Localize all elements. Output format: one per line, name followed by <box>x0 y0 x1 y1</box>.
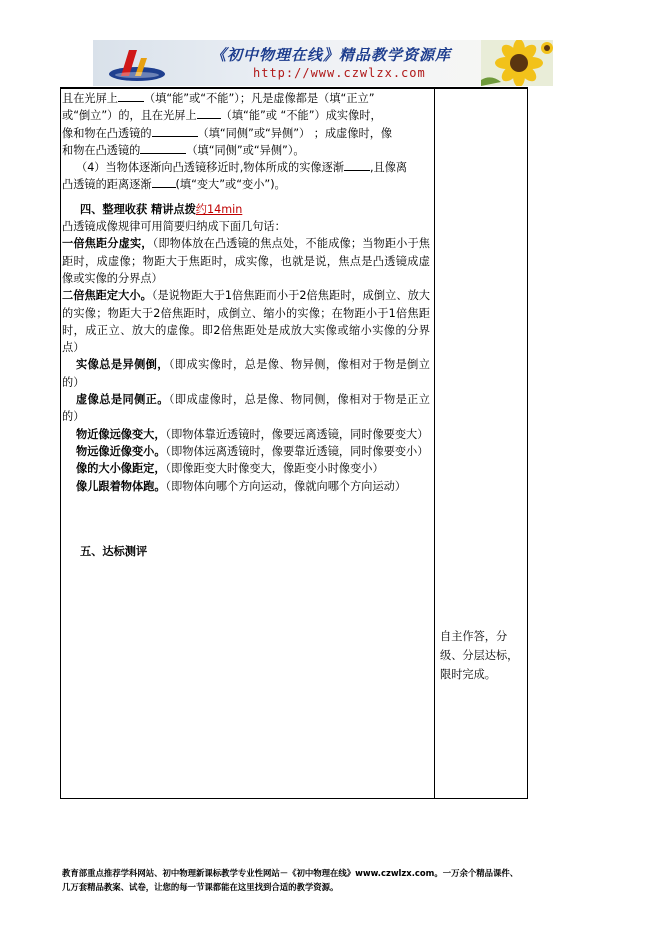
rule-3: 实像总是异侧倒，（即成实像时，总是像、物异侧，像相对于物是倒立的） <box>62 358 430 389</box>
rule-5: 物近像远像变大，（即物体靠近透镜时，像要远离透镜，同时像要变大） <box>76 427 429 441</box>
site-logo <box>107 44 177 84</box>
fill-line-3: 像和物在凸透镜的 （填“同侧”或“异侧”） ；成虚像时，像 <box>62 126 393 140</box>
banner-title: 《初中物理在线》精品教学资源库 <box>211 46 452 64</box>
blank <box>152 176 176 188</box>
banner-url[interactable]: http://www.czwlzx.com <box>253 66 426 80</box>
rule-7: 像的大小像距定，（即像距变大时像变大，像距变小时像变小） <box>76 462 384 476</box>
fill-line-5: （4）当物体逐渐向凸透镜移近时,物体所成的实像逐渐 ,且像离 <box>76 161 408 175</box>
rule-1: 一倍焦距分虚实，（即物体放在凸透镜的焦点处，不能成像；当物距小于焦距时，成虚像；物距大于焦距时，成实像，也就是说，焦点是凸透镜成虚像或实像的分界点） <box>62 237 430 285</box>
blank <box>344 159 370 171</box>
rules-intro: 凸透镜成像规律可用简要归纳成下面几句话： <box>62 220 286 234</box>
sunflower-image <box>481 40 553 86</box>
page-footer <box>62 866 622 894</box>
rule-2: 二倍焦距定大小。（是说物距大于1倍焦距而小于2倍焦距时，成倒立、放大的实像；物距大于2倍焦距时，成倒立、缩小的实像；在物距小于1倍焦距时，成正立、放大的虚像。即2倍焦距处是成放大实像或缩小实像的分界点） <box>62 289 430 355</box>
blank <box>152 125 198 137</box>
section-4-time: 约14min <box>195 202 243 216</box>
spacer <box>62 495 430 543</box>
section-5-heading: 五、达标测评 <box>80 544 148 558</box>
side-note: 自主作答，分级、分层达标，限时完成。 <box>440 630 519 681</box>
fill-line-1: 且在光屏上 （填“能”或“不能”）；凡是虚像都是（填“正立” <box>62 92 375 105</box>
section-4-heading: 四、整理收获 精讲点拨约14min <box>80 202 243 216</box>
blank <box>118 90 144 102</box>
rule-6: 物远像近像变小。（即物体远离透镜时，像要靠近透镜，同时像要变小） <box>76 444 429 458</box>
blank <box>197 107 221 119</box>
header-banner <box>93 40 553 86</box>
rule-4: 虚像总是同侧正。（即成虚像时，总是像、物同侧，像相对于物是正立的） <box>62 393 430 424</box>
blank <box>140 142 186 154</box>
table-column-divider <box>434 88 435 799</box>
fill-line-2: 或“倒立”）的，且在光屏上 （填“能”或 “不能”）成实像时， <box>62 109 382 123</box>
footer-line-1: 教育部重点推荐学科网站、初中物理新课标教学专业性网站－《初中物理在线》www.czwlzx.com。一万余个精品课件、 <box>62 868 519 878</box>
fill-line-4: 和物在凸透镜的 （填“同侧”或“异侧”）。 <box>62 143 305 157</box>
fill-line-6: 凸透镜的距离逐渐 (填“变大”或“变小”)。 <box>62 178 286 192</box>
rule-8: 像儿跟着物体跑。（即物体向哪个方向运动，像就向哪个方向运动） <box>76 479 407 493</box>
footer-line-2: 几万套精品教案、试卷，让您的每一节课都能在这里找到合适的教学资源。 <box>62 882 339 892</box>
main-content <box>62 90 430 560</box>
